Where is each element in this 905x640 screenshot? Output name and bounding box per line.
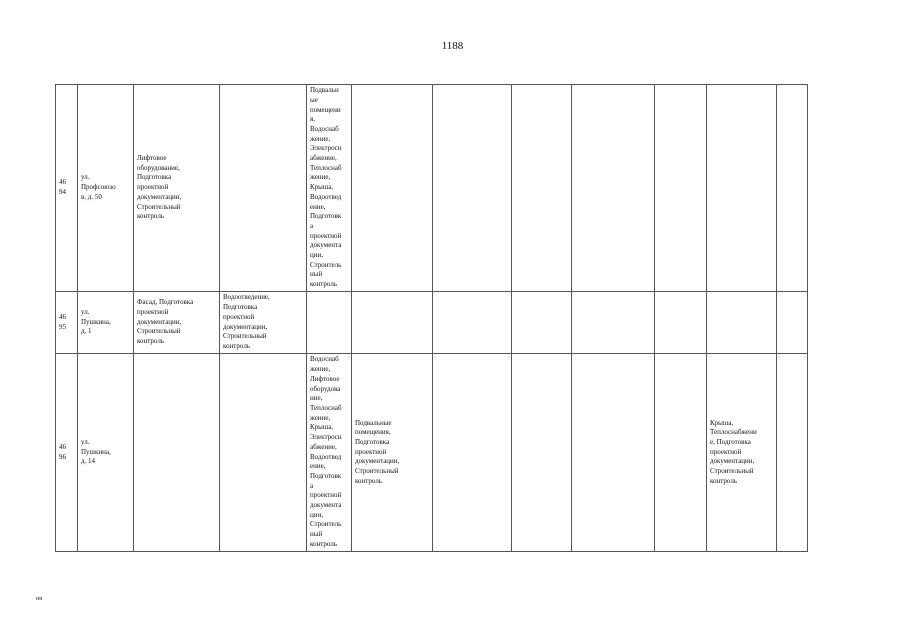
row-number: 46 96	[56, 354, 78, 552]
works-cell	[352, 292, 433, 354]
works-cell	[572, 354, 655, 552]
works-cell	[777, 85, 808, 292]
footer-mark: нн	[36, 596, 43, 602]
works-cell	[220, 85, 307, 292]
works-cell	[572, 292, 655, 354]
address-cell: ул. Профсоюзо в, д. 50	[78, 85, 134, 292]
works-cell	[512, 85, 572, 292]
works-cell	[655, 354, 707, 552]
works-cell	[655, 85, 707, 292]
works-cell	[433, 354, 512, 552]
works-cell	[433, 292, 512, 354]
table-row	[56, 354, 808, 552]
works-cell: Фасад, Подготовка проектной документации, Строительный контроль	[134, 292, 220, 354]
works-cell	[707, 85, 777, 292]
works-cell	[220, 354, 307, 552]
works-cell: Подвальн ые помещени я, Водоснаб жение, Электросн абжение, Теплоснаб жение, Крыша, Водоотвед ение, Подготовк а проектной документа ции, Строитель ный контроль	[307, 85, 352, 292]
works-table	[55, 84, 808, 552]
works-cell	[134, 354, 220, 552]
table-row	[56, 292, 808, 354]
works-cell	[512, 292, 572, 354]
works-cell	[433, 85, 512, 292]
works-cell: Водоснаб жение, Лифтовое оборудова ние, Теплоснаб жение, Крыша, Электросн абжение, Водоотвед ение, Подготовк а проектной документа ции, Строитель ный контроль	[307, 354, 352, 552]
row-number: 46 95	[56, 292, 78, 354]
works-cell	[352, 85, 433, 292]
table-row	[56, 85, 808, 292]
works-cell: Крыша, Теплоснабжени е, Подготовка проектной документации, Строительный контроль	[707, 354, 777, 552]
address-cell: ул. Пушкина, д. 1	[78, 292, 134, 354]
works-cell: Лифтовое оборудование, Подготовка проектной документации, Строительный контроль	[134, 85, 220, 292]
works-cell	[777, 292, 808, 354]
page-number: 1188	[441, 40, 464, 52]
works-cell	[655, 292, 707, 354]
works-cell: Подвальные помещения, Подготовка проектной документации, Строительный контроль	[352, 354, 433, 552]
address-cell: ул. Пушкина, д. 14	[78, 354, 134, 552]
works-cell	[512, 354, 572, 552]
works-cell	[707, 292, 777, 354]
works-cell	[307, 292, 352, 354]
works-cell	[572, 85, 655, 292]
works-cell	[777, 354, 808, 552]
works-cell: Водоотведение, Подготовка проектной документации, Строительный контроль	[220, 292, 307, 354]
row-number: 46 94	[56, 85, 78, 292]
